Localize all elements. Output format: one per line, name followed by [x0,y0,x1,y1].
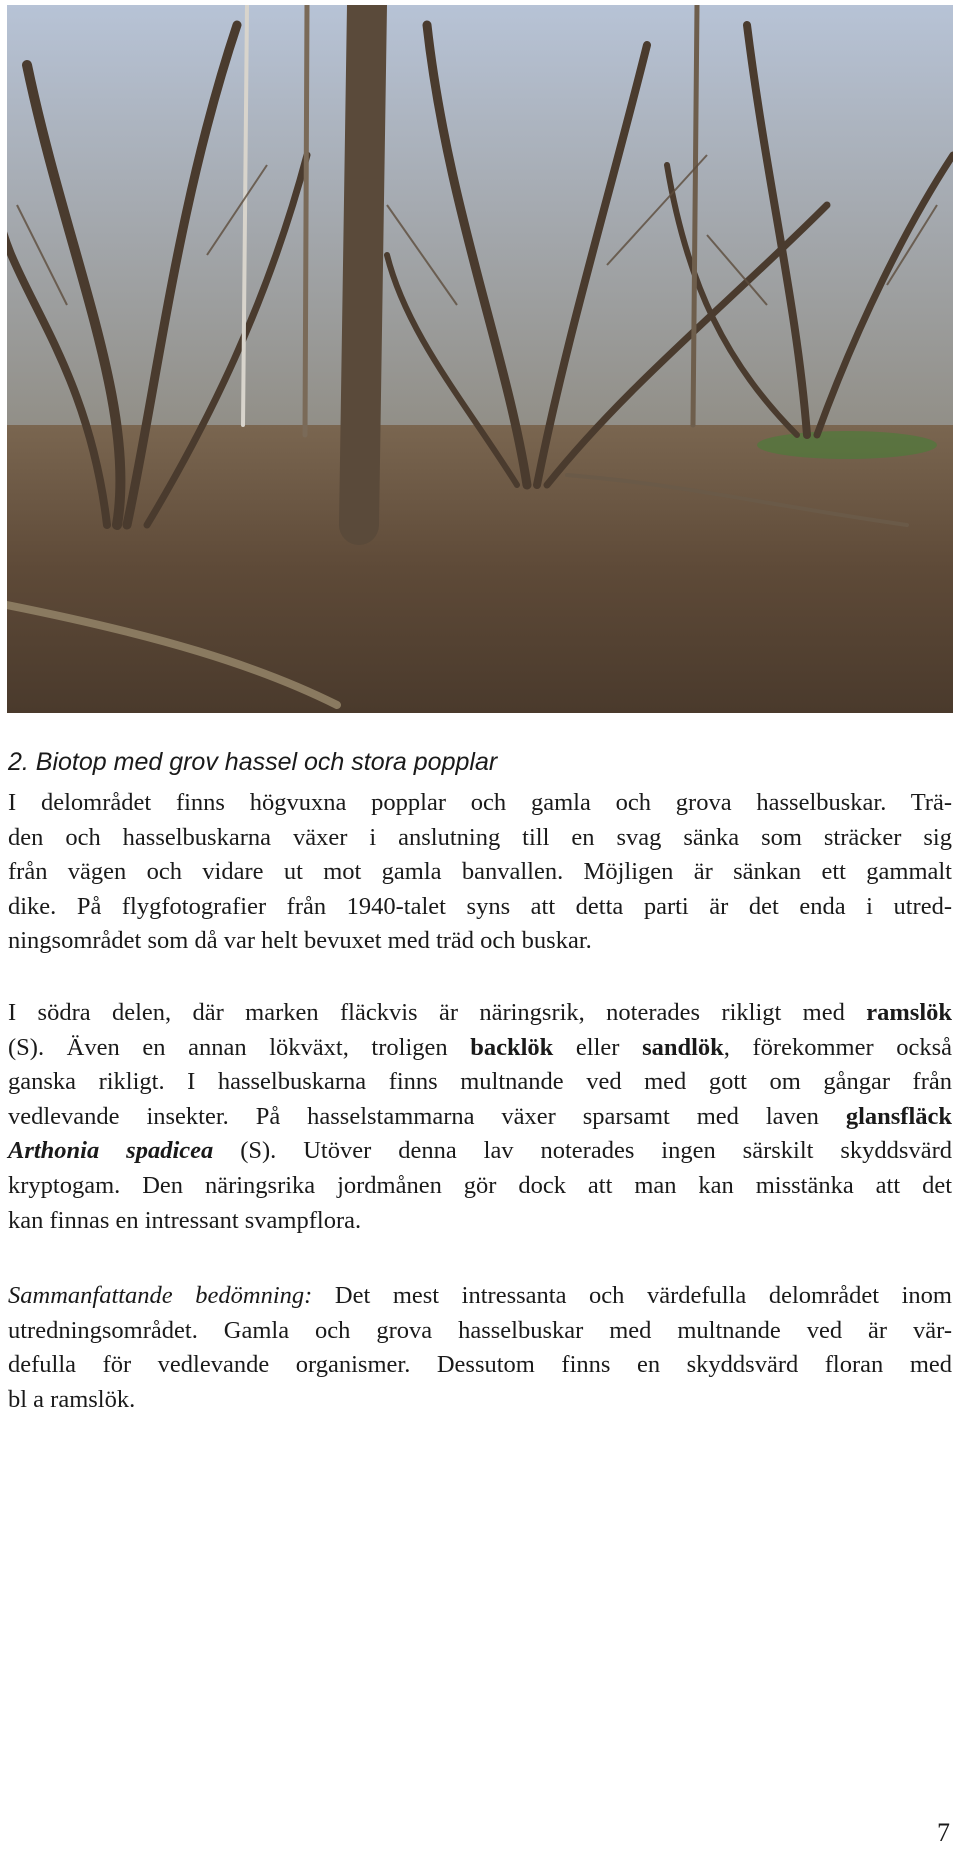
text-run: Det mest intressanta och värdefulla delområdet inom [312,1282,952,1309]
paragraph-1-line: I delområdet finns högvuxna popplar och gamla och grova hasselbuskar. Trä- [8,789,952,816]
forest-photo [7,5,953,713]
paragraph-1-line: ningsområdet som då var helt bevuxet med träd och buskar. [8,927,592,955]
species-name-glansflack: glansfläck [845,1102,952,1130]
paragraph-1-line: dike. På flygfotografier från 1940-talet syns att detta parti är det enda i utred- [8,892,952,920]
page-number: 7 [937,1818,950,1847]
paragraph-2-line [8,1031,952,1066]
summary-line: utredningsområdet. Gamla och grova hasselbuskar med multnande ved är vär- [8,1316,952,1344]
section-heading: 2. Biotop med grov hassel och stora popplar [8,748,498,776]
text-run: vedlevande insekter. På hasselstammarna växer sparsamt med laven [8,1102,846,1130]
summary-line: defulla för vedlevande organismer. Dessutom finns en skyddsvärd floran med [8,1351,952,1379]
summary-line: bl a ramslök. [8,1385,136,1413]
summary-line [8,1279,952,1314]
paragraph-1 [8,786,952,959]
paragraph-2 [8,996,952,1238]
paragraph-2-line [8,1100,952,1135]
paragraph-2-line: kryptogam. Den näringsrika jordmånen gör dock att man kan misstänka att det [8,1171,952,1199]
paragraph-2-line [8,996,952,1031]
paragraph-2-line: kan finnas en intressant svampflora. [8,1206,362,1234]
forest-photo-illustration [7,5,953,713]
paragraph-1-line: den och hasselbuskarna växer i anslutning till en svag sänka som sträcker sig [8,823,952,851]
paragraph-2-line: ganska rikligt. I hasselbuskarna finns multnande ved med gott om gångar från [8,1068,952,1096]
species-name-backlok: backlök [470,1033,554,1061]
summary-paragraph [8,1279,952,1417]
species-name-sandlok: sandlök [642,1033,724,1061]
paragraph-2-line [8,1134,952,1169]
text-run: (S). Även en annan lökväxt, troligen [8,1033,471,1061]
text-run: , förekommer också [723,1033,952,1061]
paragraph-1-line: från vägen och vidare ut mot gamla banvallen. Möjligen är sänkan ett gammalt [8,858,952,886]
text-run: eller [553,1033,643,1061]
species-latin-name: Arthonia spadicea [8,1137,214,1165]
summary-label: Sammanfattande bedömning: [8,1282,313,1309]
text-run: (S). Utöver denna lav noterades ingen särskilt skyddsvärd [213,1137,952,1165]
species-name-ramslok: ramslök [866,999,952,1026]
text-run: I södra delen, där marken fläckvis är näringsrik, noterades rikligt med [8,999,867,1026]
